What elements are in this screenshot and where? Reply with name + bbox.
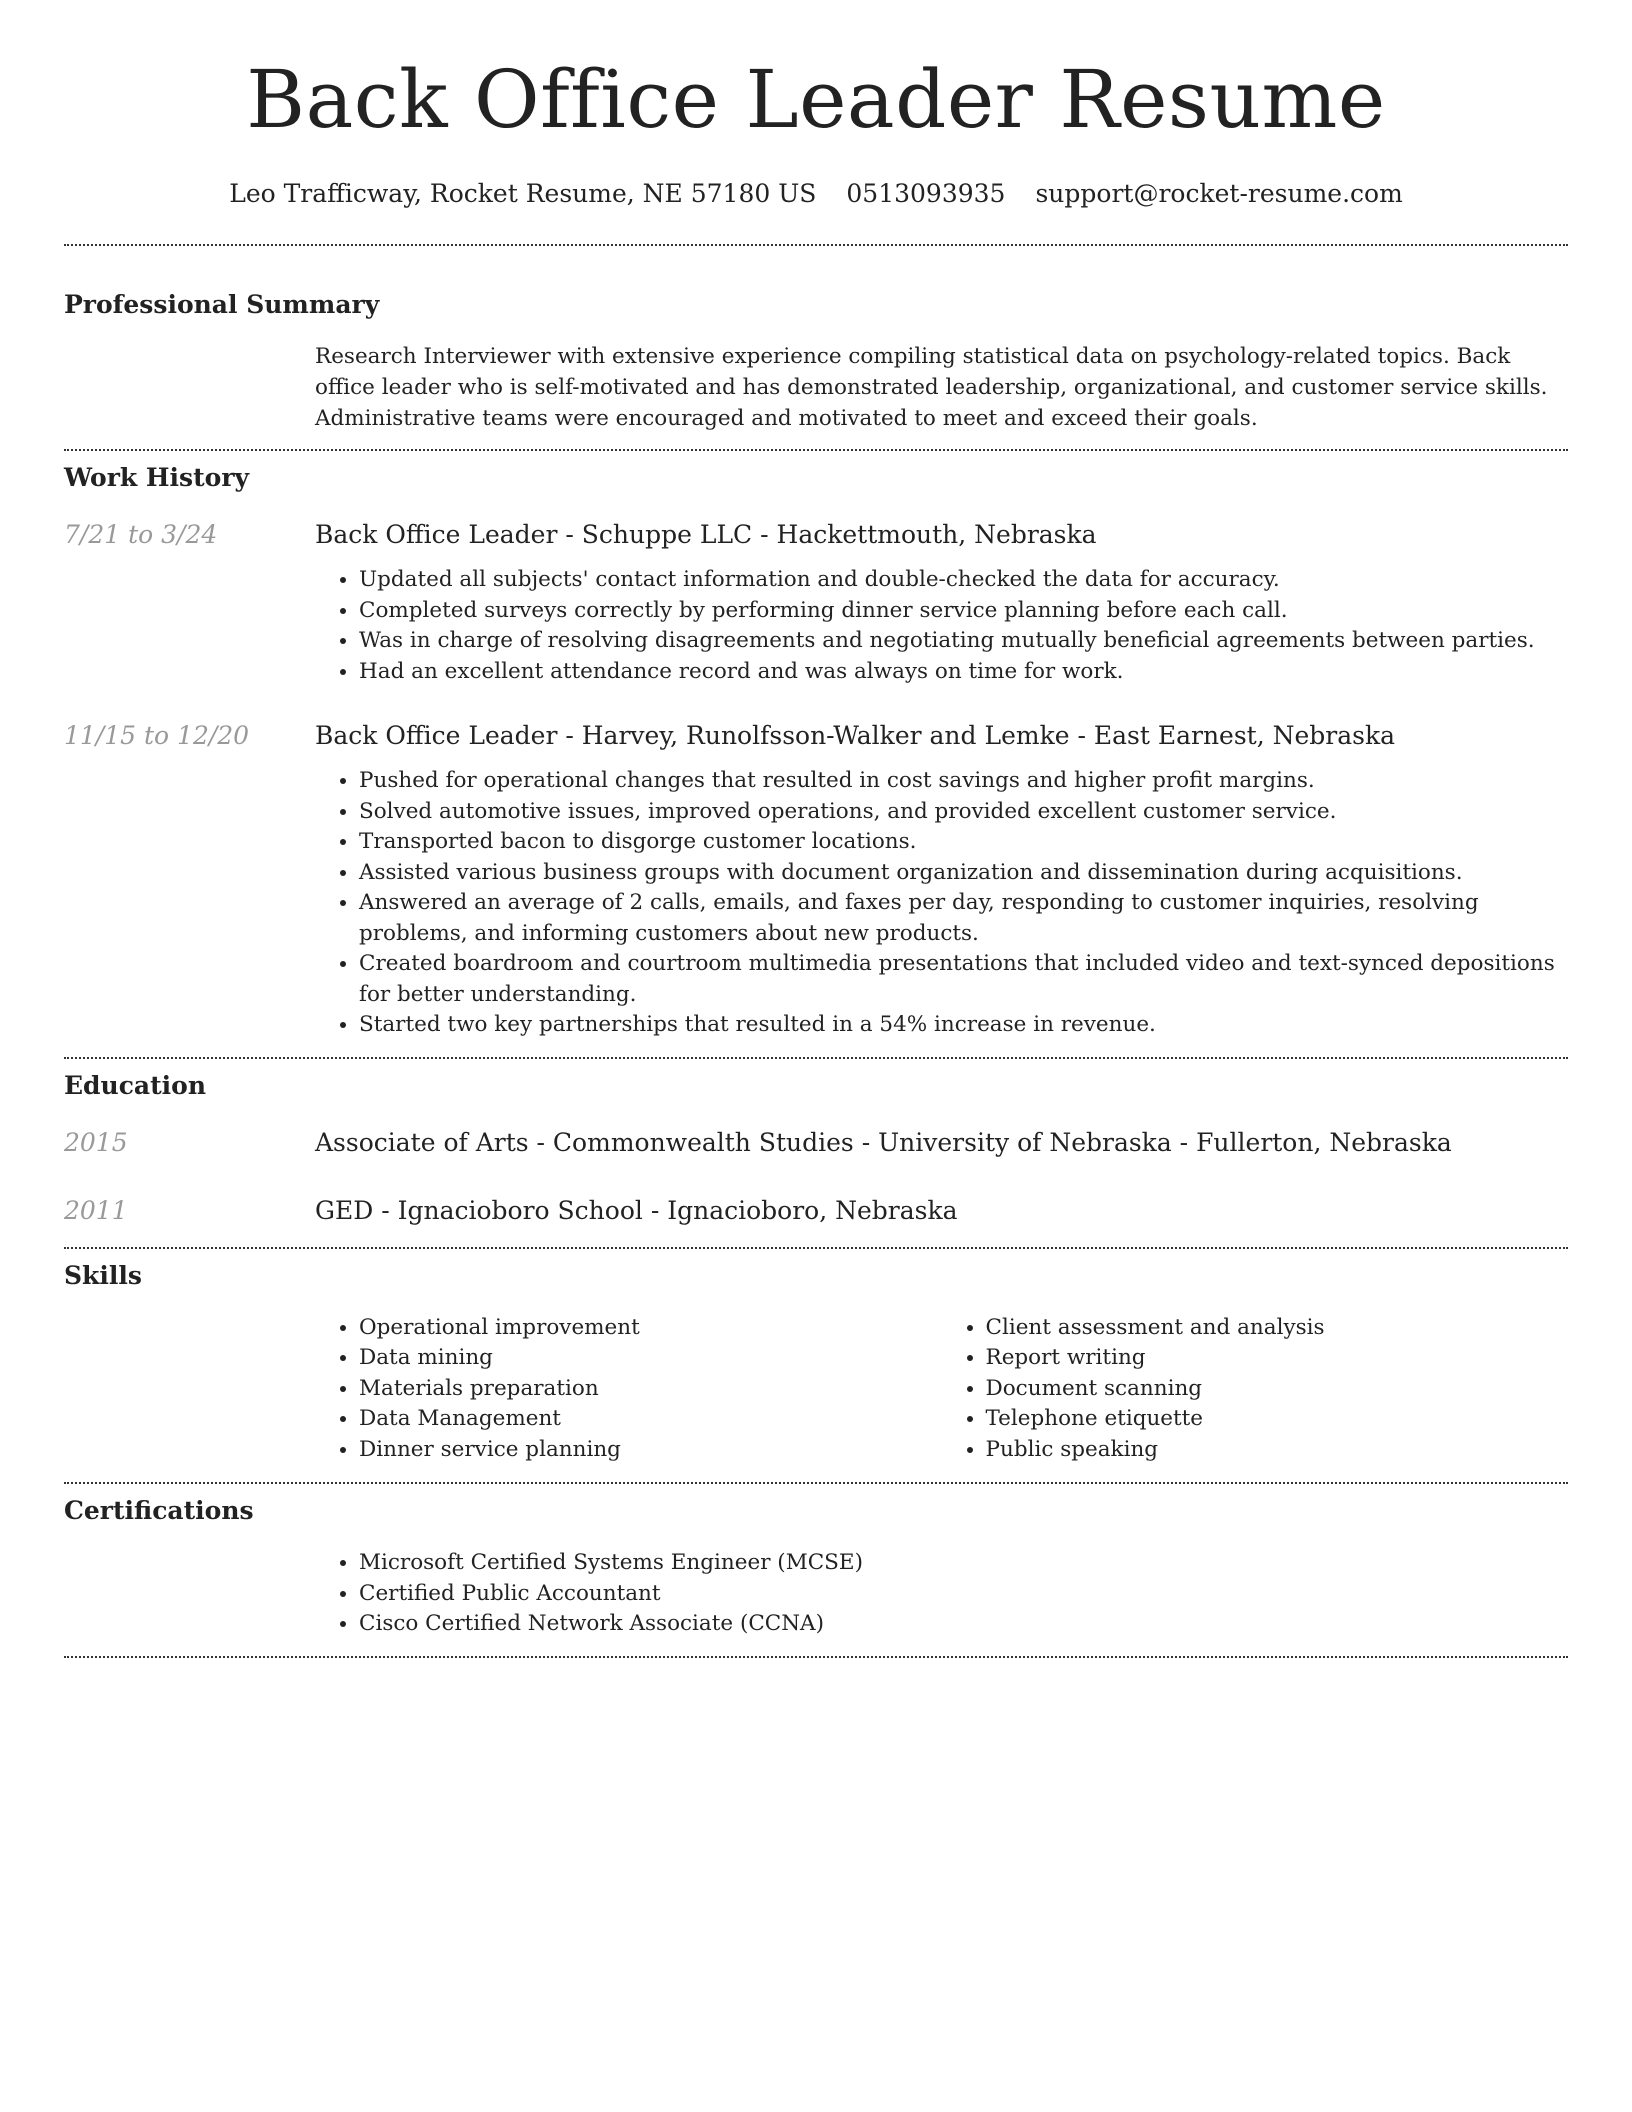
work-heading: Work History (64, 463, 250, 492)
education-text: GED - Ignacioboro School - Ignacioboro, Nebraska (315, 1195, 958, 1225)
list-item: • Microsoft Certified Systems Engineer (MCSE) (359, 1548, 1568, 1579)
job-entry (64, 720, 1568, 752)
list-item: • Operational improvement (359, 1313, 942, 1344)
list-item: • Solved automotive issues, improved operations, and provided excellent customer service. (359, 797, 1568, 828)
list-item: • Materials preparation (359, 1374, 942, 1405)
list-item: • Assisted various business groups with document organization and dissemination during acquisitions. (359, 858, 1568, 889)
contact-line (64, 178, 1568, 210)
list-item: • Was in charge of resolving disagreements and negotiating mutually beneficial agreements between parties. (359, 626, 1568, 657)
list-item: • Certified Public Accountant (359, 1579, 1568, 1610)
divider (64, 1482, 1568, 1484)
list-item: • Document scanning (986, 1374, 1569, 1405)
list-item: • Data Management (359, 1404, 942, 1435)
list-item: • Updated all subjects' contact information and double-checked the data for accuracy. (359, 565, 1568, 596)
list-item: • Telephone etiquette (986, 1404, 1569, 1435)
list-item: • Pushed for operational changes that resulted in cost savings and higher profit margins. (359, 766, 1568, 797)
summary-heading: Professional Summary (64, 290, 380, 319)
contact-email: support@rocket-resume.com (1035, 179, 1403, 208)
certifications-section (64, 1495, 1568, 1640)
job-title: Back Office Leader - Harvey, Runolfsson-Walker and Lemke - East Earnest, Nebraska (315, 721, 1396, 750)
page-title: Back Office Leader Resume (246, 53, 1386, 146)
certifications-heading: Certifications (64, 1496, 254, 1525)
summary-text: Research Interviewer with extensive experience compiling statistical data on psychology-related topics. Back office leader who is self-motivated and has demonstrated leadership, organizational, and customer service skills. Administrative teams were encouraged and motivated to meet and exceed their goals. (315, 344, 1548, 431)
contact-phone: 0513093935 (846, 179, 1006, 208)
list-item: • Transported bacon to disgorge customer locations. (359, 827, 1568, 858)
skills-grid (315, 1313, 1568, 1466)
list-item: • Data mining (359, 1343, 942, 1374)
summary-section (64, 289, 1568, 434)
skills-column (942, 1313, 1569, 1466)
list-item: • Report writing (986, 1343, 1569, 1374)
list-item: • Created boardroom and courtroom multimedia presentations that included video and text-synced depositions for better understanding. (359, 949, 1568, 1010)
job-entry (64, 519, 1568, 551)
list-item: • Dinner service planning (359, 1435, 942, 1466)
education-text: Associate of Arts - Commonwealth Studies - University of Nebraska - Fullerton, Nebraska (315, 1127, 1452, 1157)
divider (64, 1656, 1568, 1658)
education-entry (64, 1127, 1568, 1159)
divider (64, 1057, 1568, 1059)
education-section (64, 1070, 1568, 1227)
list-item: • Cisco Certified Network Associate (CCNA) (359, 1609, 1568, 1640)
divider (64, 1247, 1568, 1249)
divider (64, 244, 1568, 246)
resume-page (64, 0, 1568, 1658)
education-year: 2015 (64, 1127, 128, 1157)
skills-section (64, 1260, 1568, 1466)
work-section (64, 462, 1568, 1041)
job-bullets (315, 766, 1568, 1041)
education-heading: Education (64, 1070, 207, 1100)
list-item: • Had an excellent attendance record and was always on time for work. (359, 657, 1568, 688)
list-item: • Answered an average of 2 calls, emails, and faxes per day, responding to customer inquiries, resolving problems, and informing customers about new products. (359, 888, 1568, 949)
list-item: • Started two key partnerships that resulted in a 54% increase in revenue. (359, 1010, 1568, 1041)
divider (64, 449, 1568, 451)
job-dates: 11/15 to 12/20 (64, 721, 250, 750)
education-year: 2011 (64, 1195, 128, 1225)
certifications-list (315, 1548, 1568, 1640)
job-dates: 7/21 to 3/24 (64, 520, 218, 549)
list-item: • Completed surveys correctly by performing dinner service planning before each call. (359, 596, 1568, 627)
contact-address: Leo Trafficway, Rocket Resume, NE 57180 US (229, 179, 817, 208)
list-item: • Public speaking (986, 1435, 1569, 1466)
education-entry (64, 1195, 1568, 1227)
skills-column (315, 1313, 942, 1466)
job-title: Back Office Leader - Schuppe LLC - Hackettmouth, Nebraska (315, 520, 1097, 549)
job-bullets (315, 565, 1568, 687)
list-item: • Client assessment and analysis (986, 1313, 1569, 1344)
skills-heading: Skills (64, 1260, 142, 1290)
